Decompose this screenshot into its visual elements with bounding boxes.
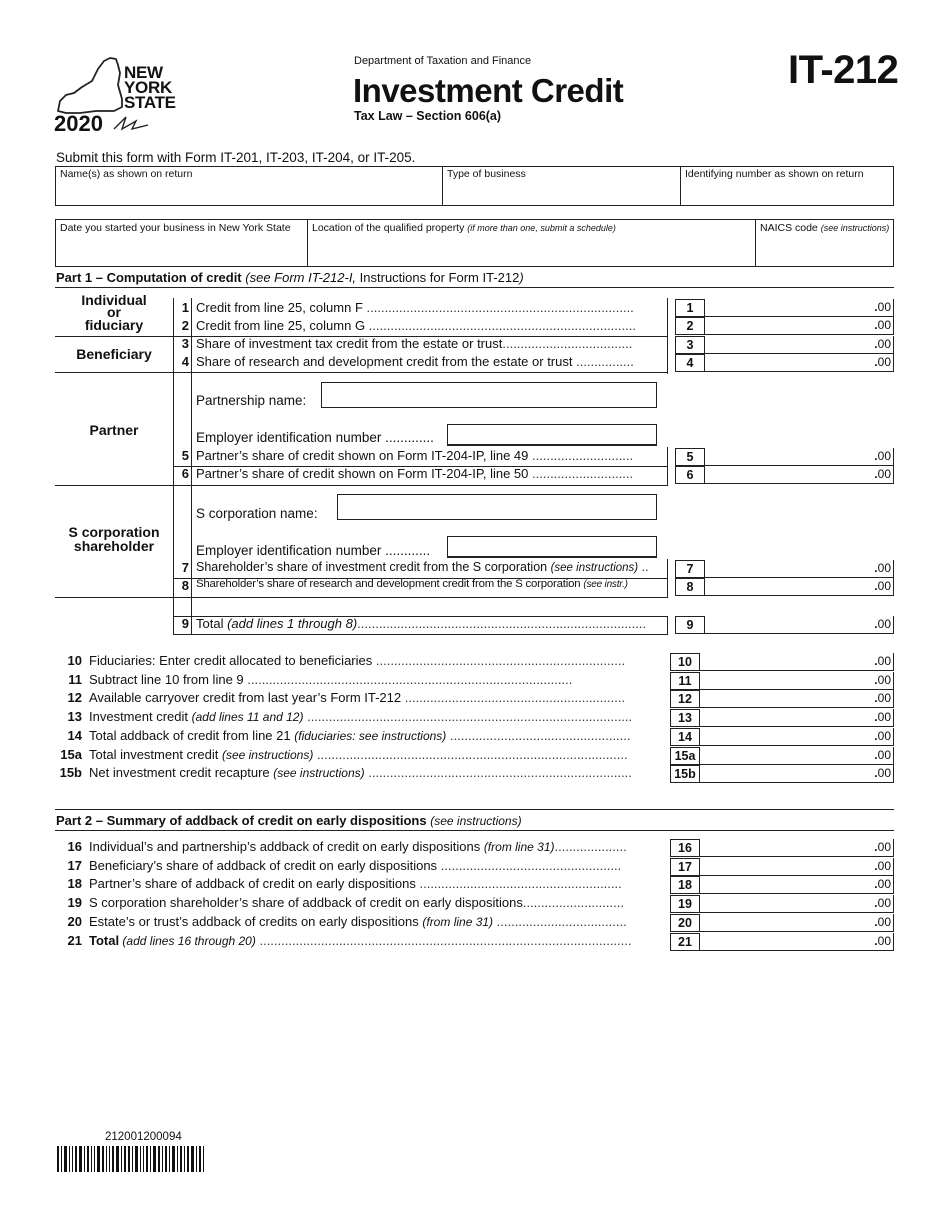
line-20-amount[interactable]: .00 — [700, 914, 894, 932]
barcode-bar — [75, 1146, 77, 1172]
line-box-number: 3 — [675, 336, 705, 354]
form-title: Investment Credit — [353, 72, 624, 109]
line-6-amount[interactable]: .00 — [700, 466, 894, 484]
line-13-amount[interactable]: .00 — [700, 709, 894, 727]
barcode-bar — [124, 1146, 126, 1172]
line-18-description: Partner’s share of addback of credit on early dispositions ........................................................ — [89, 876, 622, 892]
line-9-amount[interactable]: .00 — [700, 616, 894, 634]
naics-label: NAICS code — [760, 222, 818, 234]
line-21-amount[interactable]: .00 — [700, 933, 894, 951]
line-box-number: 18 — [670, 876, 700, 894]
line-15b-description: Net investment credit recapture (see instructions) ......................................................................... — [89, 765, 632, 781]
line-box-number: 2 — [675, 317, 705, 335]
submit-note: Submit this form with Form IT-201, IT-203, IT-204, or IT-205. — [56, 150, 416, 165]
barcode-bar — [84, 1146, 85, 1172]
category-individual: Individual or fiduciary — [81, 292, 147, 333]
line-19-amount[interactable]: .00 — [700, 895, 894, 913]
line-12-amount[interactable]: .00 — [700, 690, 894, 708]
line-box-number: 20 — [670, 914, 700, 932]
line-number: 2 — [181, 318, 189, 333]
line-number: 20 — [67, 913, 82, 929]
line-13-description: Investment credit (add lines 11 and 12) .......................................................................................... — [89, 709, 633, 725]
barcode — [57, 1146, 206, 1172]
line-9-description: Total (add lines 1 through 8)................................................................................ — [196, 616, 647, 631]
form-subtitle: Tax Law – Section 606(a) — [354, 109, 502, 123]
barcode-bar — [153, 1146, 156, 1172]
barcode-bar — [199, 1146, 201, 1172]
barcode-bar — [106, 1146, 107, 1172]
start-date-field[interactable] — [56, 236, 306, 266]
category-beneficiary: Beneficiary — [76, 346, 152, 362]
line-box-number: 5 — [675, 448, 705, 466]
barcode-bar — [180, 1146, 182, 1172]
line-10-amount[interactable]: .00 — [700, 653, 894, 671]
business-type-label: Type of business — [447, 168, 526, 180]
partnership-name-label: Partnership name: — [196, 393, 307, 408]
line-11-description: Subtract line 10 from line 9 .......................................................................................... — [89, 671, 573, 687]
category-s-corporation: S corporation shareholder — [68, 524, 160, 554]
line-14-description: Total addback of credit from line 21 (fiduciaries: see instructions) .................................................. — [89, 727, 631, 743]
name-field[interactable] — [56, 182, 441, 204]
partnership-name-field[interactable] — [321, 382, 657, 408]
line-number: 18 — [67, 876, 82, 892]
line-box-number: 10 — [670, 653, 700, 671]
department-name: Department of Taxation and Finance — [354, 55, 532, 67]
partnership-ein-field[interactable] — [447, 424, 657, 446]
barcode-bar — [97, 1146, 100, 1172]
part2-heading: Part 2 – Summary of addback of credit on early dispositions (see instructions) — [56, 813, 522, 828]
line-number: 6 — [181, 466, 189, 481]
barcode-bar — [69, 1146, 70, 1172]
line-1-amount[interactable]: .00 — [700, 299, 894, 317]
line-number: 21 — [67, 932, 82, 948]
barcode-bar — [128, 1146, 130, 1172]
barcode-bar — [140, 1146, 141, 1172]
line-box-number: 6 — [675, 466, 705, 484]
line-number: 15b — [59, 765, 82, 781]
barcode-bar — [72, 1146, 73, 1172]
barcode-bar — [172, 1146, 175, 1172]
line-box-number: 15a — [670, 747, 700, 765]
line-4-description: Share of research and development credit from the estate or trust ................ — [196, 354, 634, 369]
barcode-bar — [146, 1146, 148, 1172]
line-box-number: 17 — [670, 858, 700, 876]
line-4-amount[interactable]: .00 — [700, 354, 894, 372]
barcode-bar — [91, 1146, 92, 1172]
line-number: 14 — [67, 727, 82, 743]
line-number: 17 — [67, 857, 82, 873]
scorp-name-field[interactable] — [337, 494, 657, 520]
barcode-bar — [169, 1146, 170, 1172]
line-number: 5 — [181, 448, 189, 463]
barcode-bar — [191, 1146, 194, 1172]
line-number: 12 — [67, 690, 82, 706]
naics-field[interactable] — [756, 236, 893, 266]
line-number: 16 — [67, 839, 82, 854]
line-11-amount[interactable]: .00 — [700, 672, 894, 690]
line-box-number: 16 — [670, 839, 700, 857]
barcode-bar — [196, 1146, 197, 1172]
barcode-bar — [87, 1146, 89, 1172]
barcode-bar — [57, 1146, 59, 1172]
barcode-bar — [135, 1146, 138, 1172]
barcode-bar — [162, 1146, 163, 1172]
line-box-number: 13 — [670, 709, 700, 727]
line-number: 1 — [181, 300, 189, 315]
logo-line-york: YORK — [124, 78, 172, 97]
line-20-description: Estate’s or trust’s addback of credits on early dispositions (from line 31) .................................... — [89, 913, 627, 929]
line-box-number: 12 — [670, 690, 700, 708]
line-box-number: 1 — [675, 299, 705, 317]
barcode-bar — [184, 1146, 185, 1172]
logo-line-state: STATE — [124, 93, 176, 112]
barcode-bar — [158, 1146, 160, 1172]
line-number: 11 — [68, 671, 82, 687]
line-7-amount[interactable]: .00 — [700, 560, 894, 578]
barcode-number: 212001200094 — [105, 1131, 182, 1143]
line-10-description: Fiduciaries: Enter credit allocated to beneficiaries ..................................................................... — [89, 653, 626, 668]
part1-heading: Part 1 – Computation of credit (see Form IT-212-I, Instructions for Form IT-212) — [56, 270, 524, 285]
location-field[interactable] — [308, 236, 754, 266]
barcode-bar — [165, 1146, 167, 1172]
form-number: IT-212 — [788, 48, 899, 92]
line-box-number: 9 — [675, 616, 705, 634]
barcode-bar — [150, 1146, 151, 1172]
signature-flourish-icon — [112, 113, 152, 133]
location-note: (if more than one, submit a schedule) — [467, 223, 616, 233]
barcode-bar — [112, 1146, 114, 1172]
barcode-bar — [102, 1146, 104, 1172]
line-19-description: S corporation shareholder’s share of addback of credit on early dispositions............................ — [89, 895, 624, 911]
line-number: 15a — [60, 746, 82, 762]
line-8-description: Shareholder’s share of research and development credit from the S corporation (see instr.) — [196, 578, 628, 590]
line-number: 13 — [67, 709, 82, 725]
line-6-description: Partner’s share of credit shown on Form IT-204-IP, line 50 ............................ — [196, 466, 634, 481]
line-16-description: Individual’s and partnership’s addback of credit on early dispositions (from line 31).................... — [89, 839, 627, 854]
line-number: 10 — [67, 653, 82, 668]
barcode-bar — [187, 1146, 189, 1172]
line-12-description: Available carryover credit from last year’s Form IT-212 ............................................................. — [89, 690, 626, 706]
start-date-label: Date you started your business in New York State — [60, 222, 291, 234]
id-number-field[interactable] — [681, 182, 893, 204]
barcode-bar — [177, 1146, 178, 1172]
id-number-label: Identifying number as shown on return — [685, 168, 864, 180]
line-14-amount[interactable]: .00 — [700, 728, 894, 746]
line-3-description: Share of investment tax credit from the estate or trust.................................... — [196, 336, 633, 351]
line-box-number: 19 — [670, 895, 700, 913]
line-number: 19 — [67, 895, 82, 911]
logo-line-new: NEW — [124, 63, 163, 82]
line-2-description: Credit from line 25, column G .......................................................................... — [196, 318, 636, 333]
line-17-amount[interactable]: .00 — [700, 858, 894, 876]
line-number: 9 — [181, 616, 189, 631]
barcode-bar — [132, 1146, 133, 1172]
line-15b-amount[interactable]: .00 — [700, 765, 894, 783]
barcode-bar — [64, 1146, 67, 1172]
line-5-description: Partner’s share of credit shown on Form IT-204-IP, line 49 ............................ — [196, 448, 634, 463]
barcode-bar — [109, 1146, 110, 1172]
scorp-ein-label: Employer identification number — [196, 543, 382, 558]
line-2-amount[interactable]: .00 — [700, 317, 894, 335]
barcode-bar — [94, 1146, 95, 1172]
line-21-description: Total (add lines 16 through 20) ....................................................................................................... — [89, 932, 632, 948]
barcode-bar — [121, 1146, 122, 1172]
line-number: 7 — [181, 560, 189, 575]
line-17-description: Beneficiary’s share of addback of credit on early dispositions .................................................. — [89, 857, 622, 873]
line-number: 4 — [181, 354, 189, 369]
name-field-label: Name(s) as shown on return — [60, 168, 193, 180]
scorp-name-label: S corporation name: — [196, 506, 318, 521]
line-16-amount[interactable]: .00 — [700, 839, 894, 857]
location-label: Location of the qualified property — [312, 222, 465, 234]
barcode-bar — [203, 1146, 204, 1172]
line-8-amount[interactable]: .00 — [700, 578, 894, 596]
line-box-number: 14 — [670, 728, 700, 746]
line-number: 3 — [181, 336, 189, 351]
line-box-number: 21 — [670, 933, 700, 951]
partnership-ein-label: Employer identification number — [196, 430, 382, 445]
naics-note: (see instructions) — [820, 223, 890, 233]
line-18-amount[interactable]: .00 — [700, 876, 894, 894]
line-box-number: 15b — [670, 765, 700, 783]
line-15a-amount[interactable]: .00 — [700, 747, 894, 765]
barcode-bar — [143, 1146, 144, 1172]
line-box-number: 4 — [675, 354, 705, 372]
scorp-ein-field[interactable] — [447, 536, 657, 558]
category-partner: Partner — [89, 422, 139, 438]
line-1-description: Credit from line 25, column F .......................................................................... — [196, 300, 634, 315]
nys-logo — [52, 55, 192, 135]
line-box-number: 7 — [675, 560, 705, 578]
line-5-amount[interactable]: .00 — [700, 448, 894, 466]
line-box-number: 8 — [675, 578, 705, 596]
line-3-amount[interactable]: .00 — [700, 336, 894, 354]
line-number: 8 — [181, 578, 189, 593]
barcode-bar — [61, 1146, 62, 1172]
line-15a-description: Total investment credit (see instructions) ...................................................................................... — [89, 746, 628, 762]
form-year: 2020 — [54, 111, 103, 136]
barcode-bar — [116, 1146, 119, 1172]
line-box-number: 11 — [670, 672, 700, 690]
business-type-field[interactable] — [443, 182, 679, 204]
line-7-description: Shareholder’s share of investment credit from the S corporation (see instructions) .. — [196, 560, 649, 574]
barcode-bar — [79, 1146, 82, 1172]
